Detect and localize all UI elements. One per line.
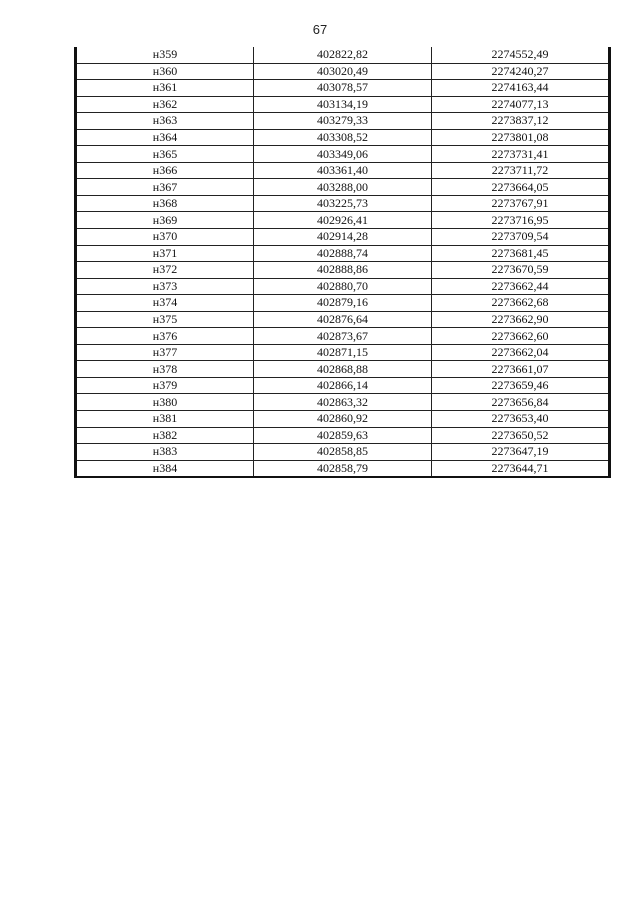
y-coordinate-cell: 2273709,54 [432,229,610,246]
x-coordinate-cell: 403225,73 [254,195,432,212]
y-coordinate-cell: 2273731,41 [432,146,610,163]
point-id-cell: н382 [76,427,254,444]
y-coordinate-cell: 2273711,72 [432,162,610,179]
x-coordinate-cell: 402880,70 [254,278,432,295]
y-coordinate-cell: 2273662,90 [432,311,610,328]
point-id-cell: н376 [76,328,254,345]
x-coordinate-cell: 403134,19 [254,96,432,113]
table-row [76,113,610,130]
y-coordinate-cell: 2273670,59 [432,262,610,279]
point-id-cell: н384 [76,460,254,477]
point-id-cell: н374 [76,295,254,312]
x-coordinate-cell: 402858,79 [254,460,432,477]
x-coordinate-cell: 403349,06 [254,146,432,163]
table-row [76,195,610,212]
point-id-cell: н365 [76,146,254,163]
table-row [76,146,610,163]
table-row [76,311,610,328]
y-coordinate-cell: 2274163,44 [432,80,610,97]
y-coordinate-cell: 2273681,45 [432,245,610,262]
point-id-cell: н369 [76,212,254,229]
x-coordinate-cell: 402879,16 [254,295,432,312]
table-row [76,245,610,262]
y-coordinate-cell: 2273662,44 [432,278,610,295]
page-number: 67 [312,22,328,37]
y-coordinate-cell: 2274240,27 [432,63,610,80]
point-id-cell: н362 [76,96,254,113]
table-row [76,444,610,461]
x-coordinate-cell: 402876,64 [254,311,432,328]
point-id-cell: н380 [76,394,254,411]
x-coordinate-cell: 402860,92 [254,411,432,428]
table-row [76,411,610,428]
table-row [76,47,610,63]
table-row [76,80,610,97]
table-row [76,427,610,444]
point-id-cell: н381 [76,411,254,428]
point-id-cell: н367 [76,179,254,196]
y-coordinate-cell: 2273837,12 [432,113,610,130]
x-coordinate-cell: 402888,74 [254,245,432,262]
y-coordinate-cell: 2273644,71 [432,460,610,477]
y-coordinate-cell: 2273664,05 [432,179,610,196]
x-coordinate-cell: 402858,85 [254,444,432,461]
y-coordinate-cell: 2273662,04 [432,344,610,361]
point-id-cell: н360 [76,63,254,80]
y-coordinate-cell: 2273661,07 [432,361,610,378]
x-coordinate-cell: 402926,41 [254,212,432,229]
point-id-cell: н361 [76,80,254,97]
x-coordinate-cell: 402866,14 [254,377,432,394]
y-coordinate-cell: 2274552,49 [432,47,610,63]
point-id-cell: н370 [76,229,254,246]
point-id-cell: н383 [76,444,254,461]
x-coordinate-cell: 402871,15 [254,344,432,361]
x-coordinate-cell: 402914,28 [254,229,432,246]
point-id-cell: н364 [76,129,254,146]
point-id-cell: н373 [76,278,254,295]
y-coordinate-cell: 2273767,91 [432,195,610,212]
table-row [76,179,610,196]
x-coordinate-cell: 403078,57 [254,80,432,97]
y-coordinate-cell: 2273647,19 [432,444,610,461]
y-coordinate-cell: 2273801,08 [432,129,610,146]
y-coordinate-cell: 2274077,13 [432,96,610,113]
x-coordinate-cell: 402822,82 [254,47,432,63]
table-row [76,96,610,113]
coordinates-table-body [76,47,610,477]
point-id-cell: н375 [76,311,254,328]
table-row [76,162,610,179]
table-row [76,262,610,279]
x-coordinate-cell: 402873,67 [254,328,432,345]
table-row [76,129,610,146]
table-row [76,63,610,80]
table-row [76,394,610,411]
x-coordinate-cell: 402868,88 [254,361,432,378]
x-coordinate-cell: 403020,49 [254,63,432,80]
y-coordinate-cell: 2273659,46 [432,377,610,394]
point-id-cell: н379 [76,377,254,394]
table-row [76,344,610,361]
y-coordinate-cell: 2273662,68 [432,295,610,312]
table-row [76,361,610,378]
table-row [76,377,610,394]
table-row [76,278,610,295]
table-row [76,328,610,345]
coordinates-table [74,47,611,478]
point-id-cell: н363 [76,113,254,130]
x-coordinate-cell: 403279,33 [254,113,432,130]
y-coordinate-cell: 2273650,52 [432,427,610,444]
table-row [76,295,610,312]
y-coordinate-cell: 2273716,95 [432,212,610,229]
point-id-cell: н378 [76,361,254,378]
y-coordinate-cell: 2273653,40 [432,411,610,428]
y-coordinate-cell: 2273662,60 [432,328,610,345]
table-row [76,212,610,229]
point-id-cell: н371 [76,245,254,262]
x-coordinate-cell: 402859,63 [254,427,432,444]
x-coordinate-cell: 403288,00 [254,179,432,196]
x-coordinate-cell: 402888,86 [254,262,432,279]
x-coordinate-cell: 403361,40 [254,162,432,179]
point-id-cell: н366 [76,162,254,179]
x-coordinate-cell: 402863,32 [254,394,432,411]
table-row [76,229,610,246]
point-id-cell: н359 [76,47,254,63]
point-id-cell: н368 [76,195,254,212]
point-id-cell: н372 [76,262,254,279]
point-id-cell: н377 [76,344,254,361]
x-coordinate-cell: 403308,52 [254,129,432,146]
y-coordinate-cell: 2273656,84 [432,394,610,411]
table-row [76,460,610,477]
